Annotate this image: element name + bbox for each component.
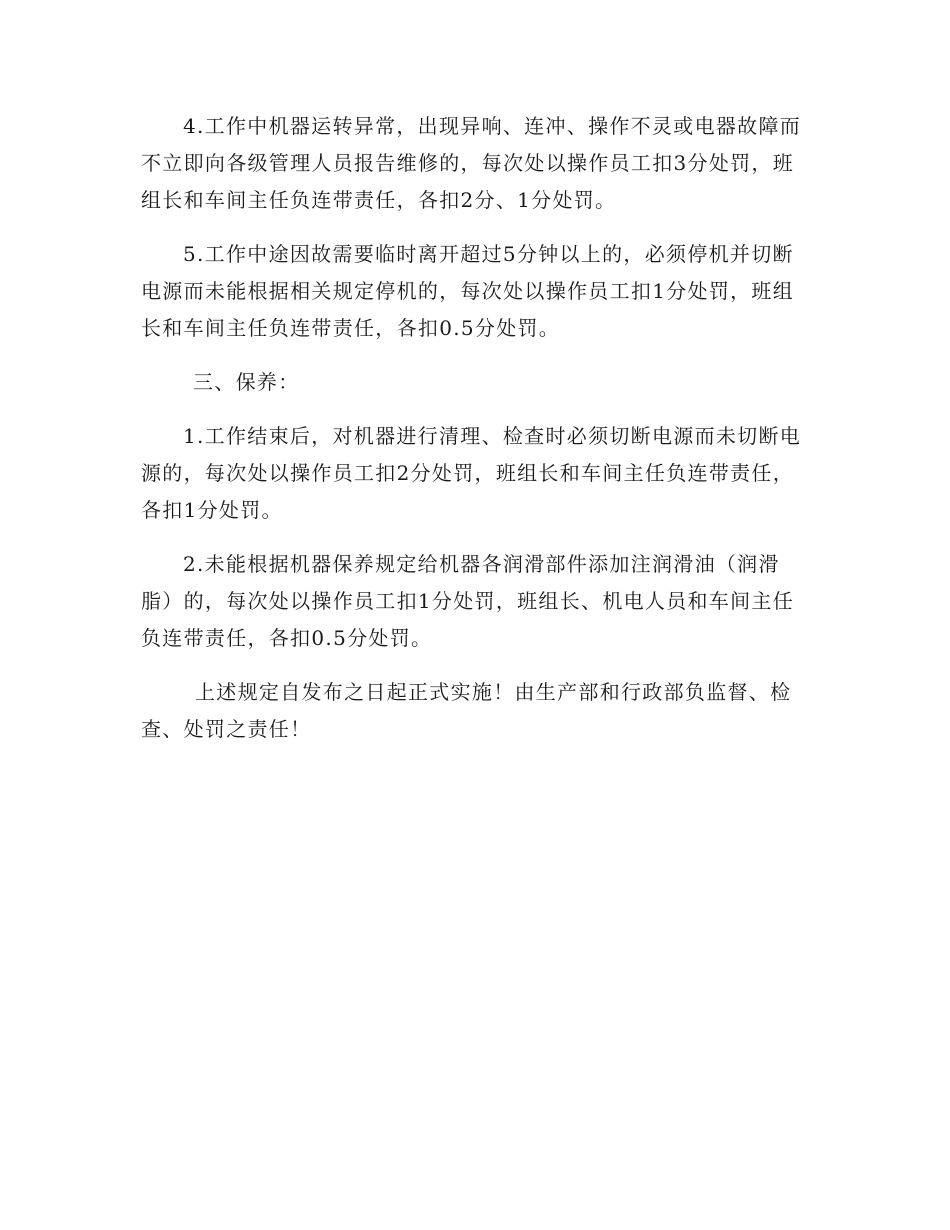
maintenance-item-2: 2.未能根据机器保养规定给机器各润滑部件添加注润滑油（润滑脂）的，每次处以操作员工扣1分处罚，班组长、机电人员和车间主任负连带责任，各扣0.5分处罚。 <box>141 552 795 650</box>
rule-item-4: 4.工作中机器运转异常，出现异响、连冲、操作不灵或电器故障而不立即向各级管理人员报告维修的，每次处以操作员工扣3分处罚，班组长和车间主任负连带责任，各扣2分、1分处罚。 <box>141 114 802 212</box>
closing-statement: 上述规定自发布之日起正式实施！由生产部和行政部负监督、检查、处罚之责任！ <box>141 680 792 741</box>
maintenance-item-1: 1.工作结束后，对机器进行清理、检查时必须切断电源而未切断电源的，每次处以操作员工扣2分处罚，班组长和车间主任负连带责任，各扣1分处罚。 <box>141 424 802 522</box>
section-heading-maintenance: 三、保养： <box>193 370 300 394</box>
rule-item-5: 5.工作中途因故需要临时离开超过5分钟以上的，必须停机并切断电源而未能根据相关规定停机的，每次处以操作员工扣1分处罚，班组长和车间主任负连带责任，各扣0.5分处罚。 <box>141 242 795 340</box>
document-body <box>141 108 809 748</box>
